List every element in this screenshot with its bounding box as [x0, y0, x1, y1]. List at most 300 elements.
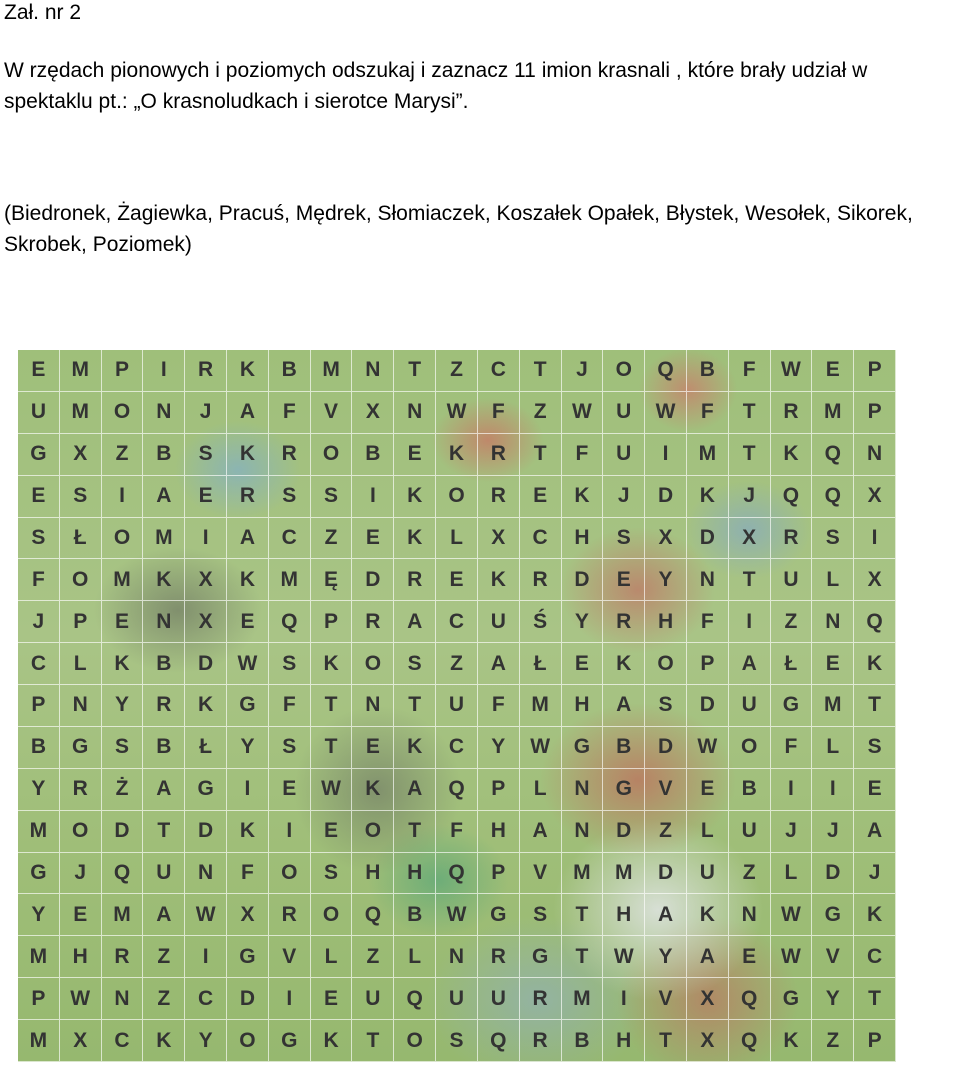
grid-cell[interactable]: I — [143, 350, 185, 392]
grid-cell[interactable]: U — [436, 685, 478, 727]
grid-cell[interactable]: K — [227, 434, 269, 476]
grid-cell[interactable]: N — [394, 392, 436, 434]
grid-cell[interactable]: E — [227, 601, 269, 643]
grid-cell[interactable]: T — [729, 559, 771, 601]
grid-cell[interactable]: A — [520, 811, 562, 853]
grid-cell[interactable]: K — [143, 559, 185, 601]
grid-cell[interactable]: L — [520, 769, 562, 811]
grid-cell[interactable]: O — [436, 476, 478, 518]
grid-cell[interactable]: N — [102, 978, 144, 1020]
grid-cell[interactable]: Y — [562, 601, 604, 643]
grid-cell[interactable]: A — [143, 894, 185, 936]
grid-cell[interactable]: D — [687, 518, 729, 560]
grid-cell[interactable]: Q — [812, 434, 854, 476]
grid-cell[interactable]: V — [311, 392, 353, 434]
grid-cell[interactable]: E — [352, 518, 394, 560]
grid-cell[interactable]: M — [102, 894, 144, 936]
grid-cell[interactable]: S — [269, 476, 311, 518]
grid-cell[interactable]: A — [227, 518, 269, 560]
grid-cell[interactable]: B — [143, 643, 185, 685]
grid-cell[interactable]: T — [352, 1020, 394, 1062]
grid-cell[interactable]: Ł — [185, 727, 227, 769]
grid-cell[interactable]: U — [143, 853, 185, 895]
grid-cell[interactable]: X — [687, 978, 729, 1020]
grid-cell[interactable]: S — [812, 518, 854, 560]
grid-cell[interactable]: M — [143, 518, 185, 560]
grid-cell[interactable]: O — [311, 434, 353, 476]
grid-cell[interactable]: I — [854, 518, 896, 560]
grid-cell[interactable]: Ę — [311, 559, 353, 601]
grid-cell[interactable]: R — [394, 559, 436, 601]
grid-cell[interactable]: L — [812, 727, 854, 769]
grid-cell[interactable]: P — [687, 643, 729, 685]
grid-cell[interactable]: Y — [185, 1020, 227, 1062]
grid-cell[interactable]: T — [311, 685, 353, 727]
grid-cell[interactable]: U — [478, 601, 520, 643]
grid-cell[interactable]: N — [143, 601, 185, 643]
grid-cell[interactable]: X — [645, 518, 687, 560]
grid-cell[interactable]: I — [771, 769, 813, 811]
grid-cell[interactable]: N — [729, 894, 771, 936]
grid-cell[interactable]: I — [102, 476, 144, 518]
grid-cell[interactable]: S — [311, 853, 353, 895]
grid-cell[interactable]: E — [562, 643, 604, 685]
grid-cell[interactable]: O — [352, 811, 394, 853]
grid-cell[interactable]: S — [394, 643, 436, 685]
grid-cell[interactable]: Q — [729, 1020, 771, 1062]
grid-cell[interactable]: O — [603, 350, 645, 392]
grid-cell[interactable]: K — [687, 894, 729, 936]
grid-cell[interactable]: H — [562, 685, 604, 727]
grid-cell[interactable]: H — [394, 853, 436, 895]
grid-cell[interactable]: M — [603, 853, 645, 895]
grid-cell[interactable]: X — [60, 1020, 102, 1062]
grid-cell[interactable]: W — [562, 392, 604, 434]
grid-cell[interactable]: Y — [227, 727, 269, 769]
grid-cell[interactable]: V — [812, 936, 854, 978]
grid-cell[interactable]: A — [478, 643, 520, 685]
grid-cell[interactable]: Q — [854, 601, 896, 643]
grid-cell[interactable]: V — [520, 853, 562, 895]
grid-cell[interactable]: S — [60, 476, 102, 518]
grid-cell[interactable]: M — [18, 1020, 60, 1062]
grid-cell[interactable]: T — [520, 350, 562, 392]
grid-cell[interactable]: M — [18, 936, 60, 978]
grid-cell[interactable]: Q — [394, 978, 436, 1020]
grid-cell[interactable]: D — [645, 476, 687, 518]
grid-cell[interactable]: E — [269, 769, 311, 811]
grid-cell[interactable]: E — [812, 350, 854, 392]
grid-cell[interactable]: B — [394, 894, 436, 936]
grid-cell[interactable]: D — [352, 559, 394, 601]
grid-cell[interactable]: F — [269, 392, 311, 434]
grid-cell[interactable]: K — [394, 727, 436, 769]
grid-cell[interactable]: K — [771, 434, 813, 476]
grid-cell[interactable]: E — [60, 894, 102, 936]
grid-cell[interactable]: P — [478, 853, 520, 895]
grid-cell[interactable]: Ś — [520, 601, 562, 643]
grid-cell[interactable]: W — [227, 643, 269, 685]
grid-cell[interactable]: F — [478, 685, 520, 727]
grid-cell[interactable]: R — [102, 936, 144, 978]
grid-cell[interactable]: F — [771, 727, 813, 769]
grid-cell[interactable]: Y — [645, 559, 687, 601]
grid-cell[interactable]: G — [227, 936, 269, 978]
grid-cell[interactable]: J — [603, 476, 645, 518]
grid-cell[interactable]: I — [645, 434, 687, 476]
grid-cell[interactable]: W — [603, 936, 645, 978]
grid-cell[interactable]: M — [102, 559, 144, 601]
grid-cell[interactable]: U — [603, 392, 645, 434]
grid-cell[interactable]: Z — [436, 643, 478, 685]
grid-cell[interactable]: E — [520, 476, 562, 518]
grid-cell[interactable]: C — [185, 978, 227, 1020]
grid-cell[interactable]: N — [854, 434, 896, 476]
grid-cell[interactable]: E — [394, 434, 436, 476]
grid-cell[interactable]: J — [60, 853, 102, 895]
grid-cell[interactable]: J — [185, 392, 227, 434]
grid-cell[interactable]: I — [227, 769, 269, 811]
grid-cell[interactable]: L — [771, 853, 813, 895]
grid-cell[interactable]: M — [60, 350, 102, 392]
grid-cell[interactable]: X — [185, 559, 227, 601]
grid-cell[interactable]: T — [562, 936, 604, 978]
grid-cell[interactable]: P — [478, 769, 520, 811]
grid-cell[interactable]: T — [520, 434, 562, 476]
grid-cell[interactable]: D — [603, 811, 645, 853]
grid-cell[interactable]: P — [18, 978, 60, 1020]
grid-cell[interactable]: W — [436, 392, 478, 434]
grid-cell[interactable]: I — [269, 811, 311, 853]
grid-cell[interactable]: H — [562, 518, 604, 560]
grid-cell[interactable]: O — [227, 1020, 269, 1062]
grid-cell[interactable]: C — [854, 936, 896, 978]
grid-cell[interactable]: M — [562, 853, 604, 895]
grid-cell[interactable]: W — [771, 936, 813, 978]
grid-cell[interactable]: U — [729, 685, 771, 727]
grid-cell[interactable]: Q — [645, 350, 687, 392]
grid-cell[interactable]: E — [729, 936, 771, 978]
grid-cell[interactable]: G — [269, 1020, 311, 1062]
grid-cell[interactable]: R — [185, 350, 227, 392]
grid-cell[interactable]: A — [729, 643, 771, 685]
grid-cell[interactable]: U — [771, 559, 813, 601]
grid-cell[interactable]: U — [603, 434, 645, 476]
grid-cell[interactable]: O — [311, 894, 353, 936]
grid-cell[interactable]: A — [394, 601, 436, 643]
grid-cell[interactable]: G — [771, 978, 813, 1020]
grid-cell[interactable]: W — [311, 769, 353, 811]
grid-cell[interactable]: X — [854, 559, 896, 601]
grid-cell[interactable]: E — [311, 811, 353, 853]
grid-cell[interactable]: J — [771, 811, 813, 853]
grid-cell[interactable]: F — [436, 811, 478, 853]
grid-cell[interactable]: K — [227, 811, 269, 853]
grid-cell[interactable]: M — [18, 811, 60, 853]
grid-cell[interactable]: W — [185, 894, 227, 936]
grid-cell[interactable]: B — [269, 350, 311, 392]
grid-cell[interactable]: B — [352, 434, 394, 476]
grid-cell[interactable]: B — [18, 727, 60, 769]
grid-cell[interactable]: G — [520, 936, 562, 978]
grid-cell[interactable]: T — [311, 727, 353, 769]
grid-cell[interactable]: N — [687, 559, 729, 601]
grid-cell[interactable]: W — [687, 727, 729, 769]
grid-cell[interactable]: C — [436, 601, 478, 643]
grid-cell[interactable]: F — [227, 853, 269, 895]
grid-cell[interactable]: K — [185, 685, 227, 727]
grid-cell[interactable]: E — [854, 769, 896, 811]
grid-cell[interactable]: K — [227, 350, 269, 392]
grid-cell[interactable]: G — [771, 685, 813, 727]
grid-cell[interactable]: M — [520, 685, 562, 727]
grid-cell[interactable]: F — [269, 685, 311, 727]
grid-cell[interactable]: P — [311, 601, 353, 643]
grid-cell[interactable]: O — [645, 643, 687, 685]
grid-cell[interactable]: N — [436, 936, 478, 978]
grid-cell[interactable]: Q — [771, 476, 813, 518]
grid-cell[interactable]: B — [729, 769, 771, 811]
grid-cell[interactable]: D — [102, 811, 144, 853]
grid-cell[interactable]: U — [18, 392, 60, 434]
grid-cell[interactable]: A — [143, 476, 185, 518]
grid-cell[interactable]: E — [812, 643, 854, 685]
grid-cell[interactable]: Q — [729, 978, 771, 1020]
grid-cell[interactable]: Z — [143, 978, 185, 1020]
grid-cell[interactable]: O — [102, 518, 144, 560]
grid-cell[interactable]: K — [394, 518, 436, 560]
grid-cell[interactable]: M — [812, 685, 854, 727]
grid-cell[interactable]: T — [394, 811, 436, 853]
grid-cell[interactable]: I — [812, 769, 854, 811]
grid-cell[interactable]: S — [854, 727, 896, 769]
grid-cell[interactable]: U — [478, 978, 520, 1020]
grid-cell[interactable]: E — [185, 476, 227, 518]
grid-cell[interactable]: K — [603, 643, 645, 685]
grid-cell[interactable]: R — [143, 685, 185, 727]
grid-cell[interactable]: M — [269, 559, 311, 601]
grid-cell[interactable]: A — [394, 769, 436, 811]
grid-cell[interactable]: C — [520, 518, 562, 560]
grid-cell[interactable]: I — [269, 978, 311, 1020]
grid-cell[interactable]: F — [729, 350, 771, 392]
grid-cell[interactable]: K — [143, 1020, 185, 1062]
grid-cell[interactable]: B — [603, 727, 645, 769]
grid-cell[interactable]: U — [436, 978, 478, 1020]
grid-cell[interactable]: F — [562, 434, 604, 476]
grid-cell[interactable]: F — [18, 559, 60, 601]
grid-cell[interactable]: S — [269, 643, 311, 685]
grid-cell[interactable]: T — [143, 811, 185, 853]
grid-cell[interactable]: R — [478, 476, 520, 518]
grid-cell[interactable]: Y — [18, 769, 60, 811]
grid-cell[interactable]: I — [603, 978, 645, 1020]
grid-cell[interactable]: L — [812, 559, 854, 601]
grid-cell[interactable]: W — [645, 392, 687, 434]
grid-cell[interactable]: G — [18, 853, 60, 895]
grid-cell[interactable]: X — [729, 518, 771, 560]
grid-cell[interactable]: B — [687, 350, 729, 392]
grid-cell[interactable]: T — [729, 434, 771, 476]
grid-cell[interactable]: B — [562, 1020, 604, 1062]
grid-cell[interactable]: M — [311, 350, 353, 392]
grid-cell[interactable]: M — [60, 392, 102, 434]
grid-cell[interactable]: S — [269, 727, 311, 769]
grid-cell[interactable]: X — [60, 434, 102, 476]
grid-cell[interactable]: Y — [102, 685, 144, 727]
grid-cell[interactable]: G — [562, 727, 604, 769]
grid-cell[interactable]: H — [645, 601, 687, 643]
grid-cell[interactable]: I — [352, 476, 394, 518]
grid-cell[interactable]: P — [854, 392, 896, 434]
grid-cell[interactable]: V — [645, 769, 687, 811]
grid-cell[interactable]: I — [185, 518, 227, 560]
grid-cell[interactable]: P — [102, 350, 144, 392]
grid-cell[interactable]: S — [185, 434, 227, 476]
grid-cell[interactable]: J — [18, 601, 60, 643]
grid-cell[interactable]: K — [311, 1020, 353, 1062]
grid-cell[interactable]: W — [771, 894, 813, 936]
grid-cell[interactable]: E — [18, 350, 60, 392]
grid-cell[interactable]: O — [352, 643, 394, 685]
grid-cell[interactable]: X — [352, 392, 394, 434]
grid-cell[interactable]: C — [478, 350, 520, 392]
grid-cell[interactable]: Q — [102, 853, 144, 895]
grid-cell[interactable]: P — [854, 1020, 896, 1062]
grid-cell[interactable]: D — [185, 811, 227, 853]
grid-cell[interactable]: M — [562, 978, 604, 1020]
grid-cell[interactable]: J — [562, 350, 604, 392]
grid-cell[interactable]: T — [854, 978, 896, 1020]
grid-cell[interactable]: S — [603, 518, 645, 560]
grid-cell[interactable]: P — [60, 601, 102, 643]
grid-cell[interactable]: Q — [812, 476, 854, 518]
grid-cell[interactable]: H — [478, 811, 520, 853]
grid-cell[interactable]: Z — [143, 936, 185, 978]
grid-cell[interactable]: G — [478, 894, 520, 936]
grid-cell[interactable]: W — [436, 894, 478, 936]
grid-cell[interactable]: Z — [102, 434, 144, 476]
grid-cell[interactable]: Q — [269, 601, 311, 643]
grid-cell[interactable]: Q — [436, 769, 478, 811]
grid-cell[interactable]: R — [520, 1020, 562, 1062]
grid-cell[interactable]: B — [143, 727, 185, 769]
grid-cell[interactable]: E — [102, 601, 144, 643]
grid-cell[interactable]: C — [18, 643, 60, 685]
grid-cell[interactable]: N — [562, 769, 604, 811]
grid-cell[interactable]: S — [102, 727, 144, 769]
grid-cell[interactable]: J — [812, 811, 854, 853]
grid-cell[interactable]: F — [687, 601, 729, 643]
grid-cell[interactable]: H — [352, 853, 394, 895]
grid-cell[interactable]: Ł — [520, 643, 562, 685]
grid-cell[interactable]: K — [436, 434, 478, 476]
grid-cell[interactable]: T — [645, 1020, 687, 1062]
grid-cell[interactable]: I — [729, 601, 771, 643]
grid-cell[interactable]: Ż — [102, 769, 144, 811]
grid-cell[interactable]: S — [520, 894, 562, 936]
grid-cell[interactable]: U — [687, 853, 729, 895]
grid-cell[interactable]: K — [311, 643, 353, 685]
grid-cell[interactable]: S — [645, 685, 687, 727]
grid-cell[interactable]: M — [687, 434, 729, 476]
grid-cell[interactable]: K — [227, 559, 269, 601]
grid-cell[interactable]: Z — [645, 811, 687, 853]
grid-cell[interactable]: M — [812, 392, 854, 434]
grid-cell[interactable]: D — [227, 978, 269, 1020]
grid-cell[interactable]: F — [687, 392, 729, 434]
grid-cell[interactable]: D — [562, 559, 604, 601]
grid-cell[interactable]: C — [269, 518, 311, 560]
grid-cell[interactable]: A — [687, 936, 729, 978]
grid-cell[interactable]: T — [729, 392, 771, 434]
grid-cell[interactable]: O — [729, 727, 771, 769]
grid-cell[interactable]: Y — [18, 894, 60, 936]
grid-cell[interactable]: J — [729, 476, 771, 518]
grid-cell[interactable]: K — [102, 643, 144, 685]
grid-cell[interactable]: E — [352, 727, 394, 769]
grid-cell[interactable]: O — [269, 853, 311, 895]
grid-cell[interactable]: N — [185, 853, 227, 895]
grid-cell[interactable]: L — [687, 811, 729, 853]
grid-cell[interactable]: R — [269, 894, 311, 936]
grid-cell[interactable]: G — [185, 769, 227, 811]
grid-cell[interactable]: C — [436, 727, 478, 769]
grid-cell[interactable]: S — [311, 476, 353, 518]
grid-cell[interactable]: N — [60, 685, 102, 727]
grid-cell[interactable]: H — [603, 894, 645, 936]
grid-cell[interactable]: W — [771, 350, 813, 392]
grid-cell[interactable]: P — [18, 685, 60, 727]
grid-cell[interactable]: K — [394, 476, 436, 518]
grid-cell[interactable]: G — [60, 727, 102, 769]
grid-cell[interactable]: W — [60, 978, 102, 1020]
grid-cell[interactable]: Z — [771, 601, 813, 643]
grid-cell[interactable]: Z — [311, 518, 353, 560]
grid-cell[interactable]: T — [394, 350, 436, 392]
grid-cell[interactable]: Q — [478, 1020, 520, 1062]
grid-cell[interactable]: A — [227, 392, 269, 434]
grid-cell[interactable]: Y — [645, 936, 687, 978]
grid-cell[interactable]: W — [520, 727, 562, 769]
grid-cell[interactable]: D — [645, 727, 687, 769]
grid-cell[interactable]: N — [143, 392, 185, 434]
grid-cell[interactable]: C — [102, 1020, 144, 1062]
grid-cell[interactable]: E — [603, 559, 645, 601]
grid-cell[interactable]: K — [352, 769, 394, 811]
grid-cell[interactable]: R — [520, 978, 562, 1020]
grid-cell[interactable]: G — [18, 434, 60, 476]
grid-cell[interactable]: Y — [478, 727, 520, 769]
grid-cell[interactable]: R — [478, 936, 520, 978]
grid-cell[interactable]: X — [687, 1020, 729, 1062]
grid-cell[interactable]: Q — [352, 894, 394, 936]
grid-cell[interactable]: Z — [812, 1020, 854, 1062]
grid-cell[interactable]: R — [478, 434, 520, 476]
grid-cell[interactable]: Z — [520, 392, 562, 434]
grid-cell[interactable]: D — [185, 643, 227, 685]
grid-cell[interactable]: R — [60, 769, 102, 811]
grid-cell[interactable]: R — [227, 476, 269, 518]
grid-cell[interactable]: A — [143, 769, 185, 811]
grid-cell[interactable]: B — [143, 434, 185, 476]
grid-cell[interactable]: A — [645, 894, 687, 936]
grid-cell[interactable]: L — [60, 643, 102, 685]
grid-cell[interactable]: K — [478, 559, 520, 601]
grid-cell[interactable]: V — [269, 936, 311, 978]
grid-cell[interactable]: Z — [352, 936, 394, 978]
grid-cell[interactable]: S — [18, 518, 60, 560]
